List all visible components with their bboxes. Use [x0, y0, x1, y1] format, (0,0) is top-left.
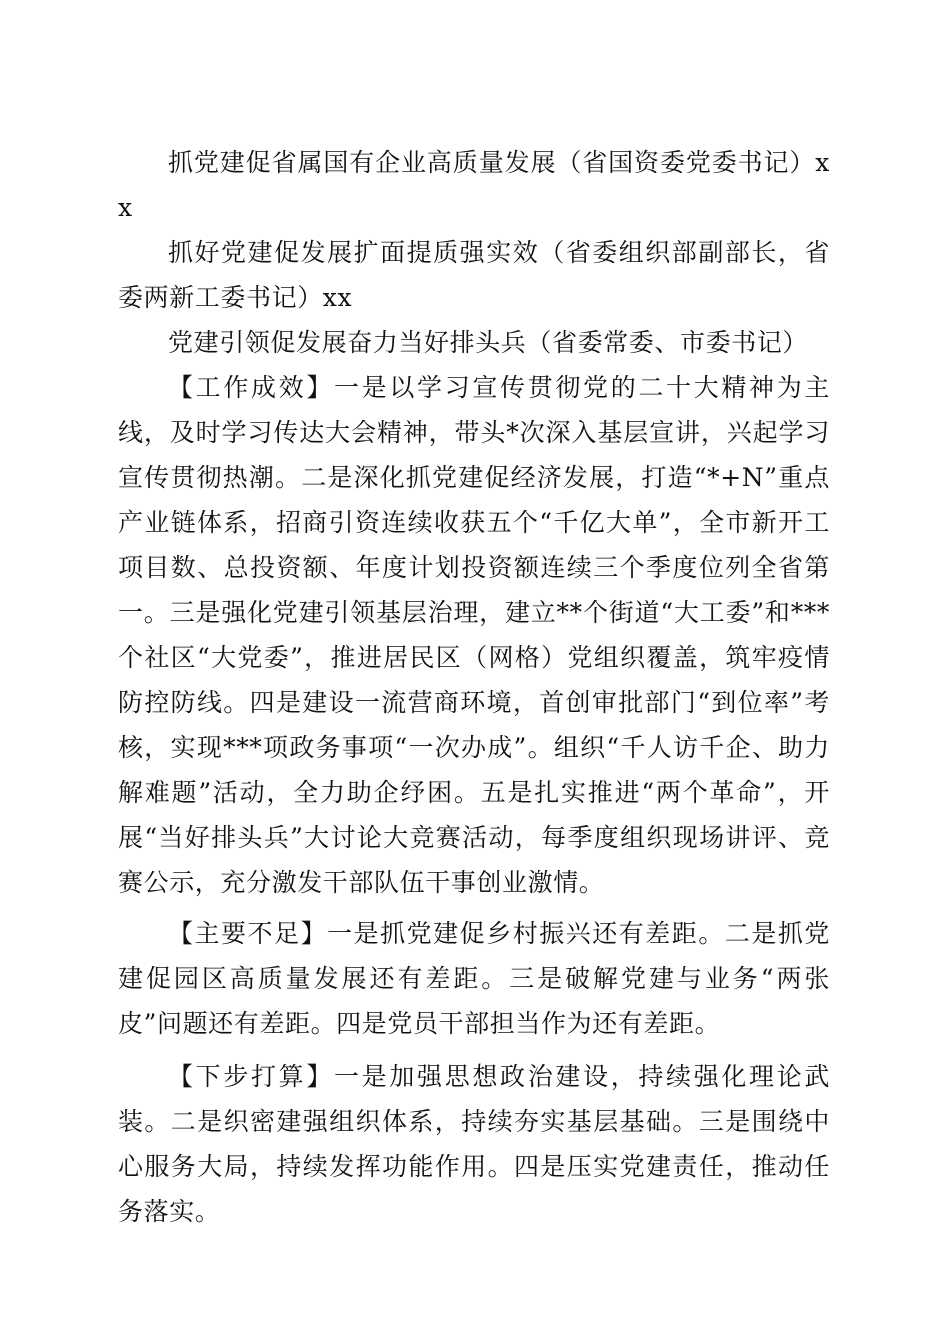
paragraph-main-shortcomings: 【主要不足】一是抓党建促乡村振兴还有差距。二是抓党建促园区高质量发展还有差距。三是破解党建与业务“两张皮”问题还有差距。四是党员干部担当作为还有差距。: [118, 919, 830, 1038]
heading-soe-party-building: 抓党建促省属国有企业高质量发展（省国资委党委书记）xx: [118, 148, 830, 222]
paragraph-next-steps: 【下步打算】一是加强思想政治建设，持续强化理论武装。二是织密建强组织体系，持续夯实基层基础。三是围绕中心服务大局，持续发挥功能作用。四是压实党建责任，推动任务落实。: [118, 1062, 830, 1226]
heading-party-leading-development: 党建引领促发展奋力当好排头兵（省委常委、市委书记）: [168, 328, 809, 357]
heading-two-new-party-building: 抓好党建促发展扩面提质强实效（省委组织部副部长，省委两新工委书记）xx: [118, 238, 830, 312]
paragraph-work-results: 【工作成效】一是以学习宣传贯彻党的二十大精神为主线，及时学习传达大会精神，带头*次深入基层宣讲，兴起学习宣传贯彻热潮。二是深化抓党建促经济发展，打造“*+N”重点产业链体系，招商引资连续收获五个“千亿大单”，全市新开工项目数、总投资额、年度计划投资额连续三个季度位列全省第一。三是强化党建引领基层治理，建立**个街道“大工委”和***个社区“大党委”，推进居民区（网格）党组织覆盖，筑牢疫情防控防线。四是建设一流营商环境，首创审批部门“到位率”考核，实现***项政务事项“一次办成”。组织“千人访千企、助力解难题”活动，全力助企纾困。五是扎实推进“两个革命”，开展“当好排头兵”大讨论大竞赛活动，每季度组织现场讲评、竞赛公示，充分激发干部队伍干事创业激情。: [118, 373, 830, 897]
document-body: [118, 140, 830, 1234]
